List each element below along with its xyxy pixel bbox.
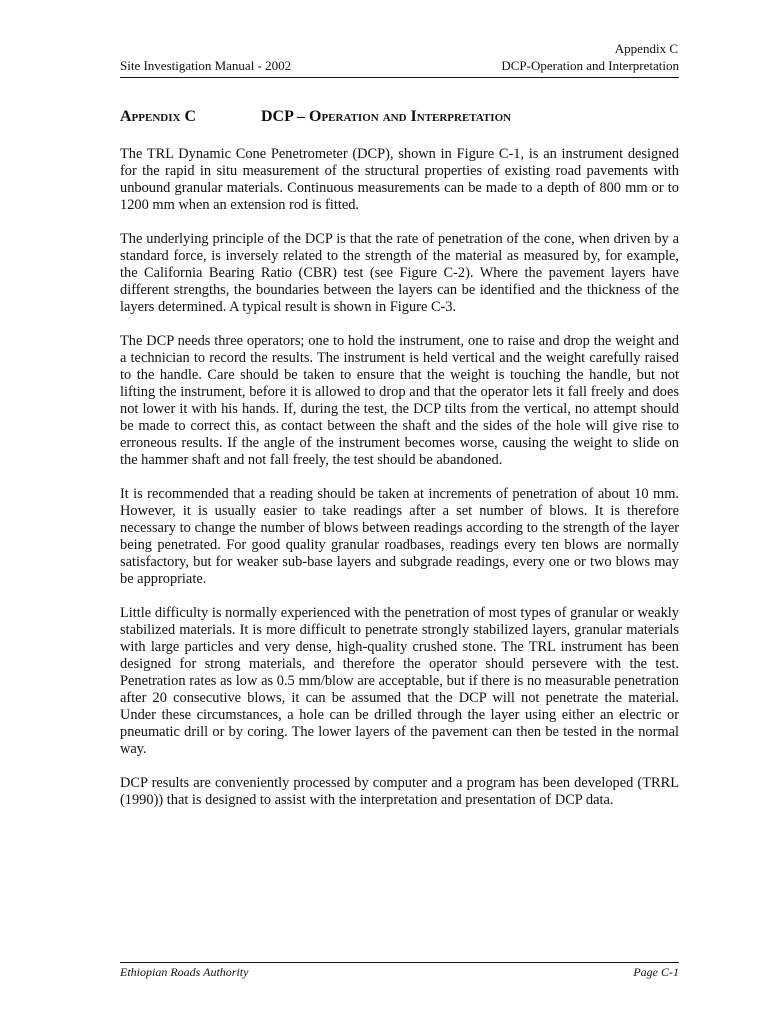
body-text bbox=[120, 146, 679, 826]
running-footer bbox=[120, 965, 679, 981]
footer-rule bbox=[120, 962, 679, 963]
heading-appendix: Appendix C bbox=[120, 108, 196, 125]
header-rule bbox=[120, 77, 679, 78]
paragraph: The underlying principle of the DCP is that the rate of penetration of the cone, when driven by a standard force, is inversely related to the strength of the material as measured by, for example, the California Bearing Ratio (CBR) test (see Figure C-2). Where the pavement layers have different strengths, the boundaries between the layers can be identified and the thickness of the layers determined. A typical result is shown in Figure C-3. bbox=[120, 231, 679, 315]
header-right-title: DCP-Operation and Interpretation bbox=[501, 58, 679, 73]
running-header bbox=[120, 58, 679, 75]
header-appendix-label: Appendix C bbox=[614, 41, 678, 56]
paragraph: The DCP needs three operators; one to hold the instrument, one to raise and drop the weight and a technician to record the results. The instrument is held vertical and the weight carefully raised to the handle. Care should be taken to ensure that the weight is touching the handle, but not lifting the instrument, before it is allowed to drop and that the operator lets it fall freely and does not lower it with his hands. If, during the test, the DCP tilts from the vertical, no attempt should be made to correct this, as contact between the shaft and the sides of the hole will give rise to erroneous results. If the angle of the instrument becomes worse, causing the weight to slide on the hammer shaft and not fall freely, the test should be abandoned. bbox=[120, 333, 679, 468]
footer-organization: Ethiopian Roads Authority bbox=[120, 965, 249, 979]
paragraph: The TRL Dynamic Cone Penetrometer (DCP), shown in Figure C-1, is an instrument designed for the rapid in situ measurement of the structural properties of existing road pavements with unbound granular materials. Continuous measurements can be made to a depth of 800 mm or to 1200 mm when an extension rod is fitted. bbox=[120, 146, 679, 213]
heading-title: DCP – Operation and Interpretation bbox=[261, 108, 512, 125]
footer-page-number: Page C-1 bbox=[633, 965, 679, 979]
paragraph: It is recommended that a reading should be taken at increments of penetration of about 10 mm. However, it is usually easier to take readings after a set number of blows. It is therefore necessary to change the number of blows between readings according to the strength of the layer being penetrated. For good quality granular roadbases, readings every ten blows are normally satisfactory, but for weaker sub-base layers and subgrade readings, every one or two blows may be appropriate. bbox=[120, 486, 679, 587]
paragraph: DCP results are conveniently processed by computer and a program has been developed (TRRL (1990)) that is designed to assist with the interpretation and presentation of DCP data. bbox=[120, 775, 679, 808]
header-left-title: Site Investigation Manual - 2002 bbox=[120, 58, 292, 73]
paragraph: Little difficulty is normally experienced with the penetration of most types of granular or weakly stabilized materials. It is more difficult to penetrate strongly stabilized layers, granular materials with large particles and very dense, high-quality crushed stone. The TRL instrument has been designed for strong materials, and therefore the operator should persevere with the test. Penetration rates as low as 0.5 mm/blow are acceptable, but if there is no measurable penetration after 20 consecutive blows, it can be assumed that the DCP will not penetrate the material. Under these circumstances, a hole can be drilled through the layer using either an electric or pneumatic drill or by coring. The lower layers of the pavement can then be tested in the normal way. bbox=[120, 605, 679, 757]
